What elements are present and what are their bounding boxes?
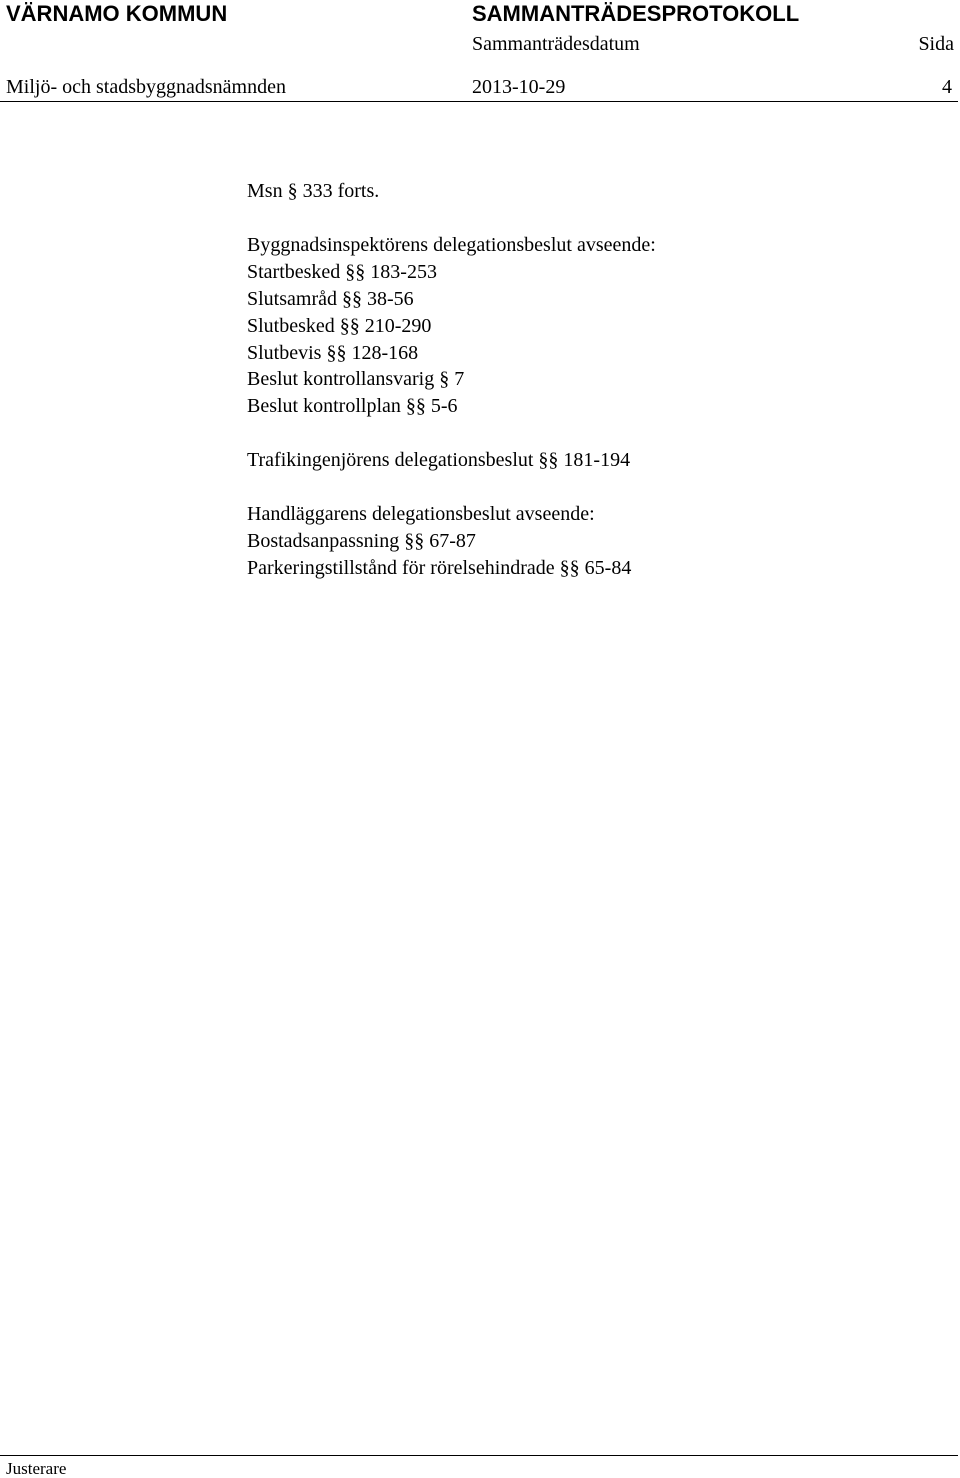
paragraph-line: Trafikingenjörens delegationsbeslut §§ 181-194 — [247, 449, 631, 472]
footer-divider — [0, 1455, 958, 1456]
paragraph-line: Slutbevis §§ 128-168 — [247, 341, 419, 364]
paragraph-line: Beslut kontrollplan §§ 5-6 — [247, 395, 458, 418]
section-heading: Msn § 333 forts. — [247, 180, 380, 202]
section-heading-block — [247, 178, 947, 205]
paragraph-line: Byggnadsinspektörens delegationsbeslut avseende: — [247, 233, 656, 256]
traffic-engineer-decisions — [247, 447, 947, 474]
paragraph-line: Bostadsanpassning §§ 67-87 — [247, 530, 476, 553]
paragraph-line: Handläggarens delegationsbeslut avseende: — [247, 503, 595, 526]
municipality-name: VÄRNAMO KOMMUN — [6, 1, 228, 26]
committee-name: Miljö- och stadsbyggnadsnämnden — [6, 76, 286, 98]
document-body — [247, 178, 947, 609]
page-label: Sida — [918, 33, 954, 55]
adjuster-label: Justerare — [6, 1459, 67, 1478]
paragraph-line: Beslut kontrollansvarig § 7 — [247, 368, 465, 391]
header-divider — [0, 101, 958, 102]
paragraph-line: Parkeringstillstånd för rörelsehindrade §§ 65-84 — [247, 556, 632, 579]
document-type: SAMMANTRÄDESPROTOKOLL — [472, 1, 800, 26]
meeting-date: 2013-10-29 — [472, 76, 566, 98]
building-inspector-decisions — [247, 232, 947, 420]
meeting-date-label: Sammanträdesdatum — [472, 33, 640, 55]
paragraph-line: Startbesked §§ 183-253 — [247, 260, 437, 283]
page-number: 4 — [942, 76, 952, 98]
case-officer-decisions — [247, 501, 947, 582]
paragraph-line: Slutbesked §§ 210-290 — [247, 314, 432, 337]
paragraph-line: Slutsamråd §§ 38-56 — [247, 287, 414, 310]
